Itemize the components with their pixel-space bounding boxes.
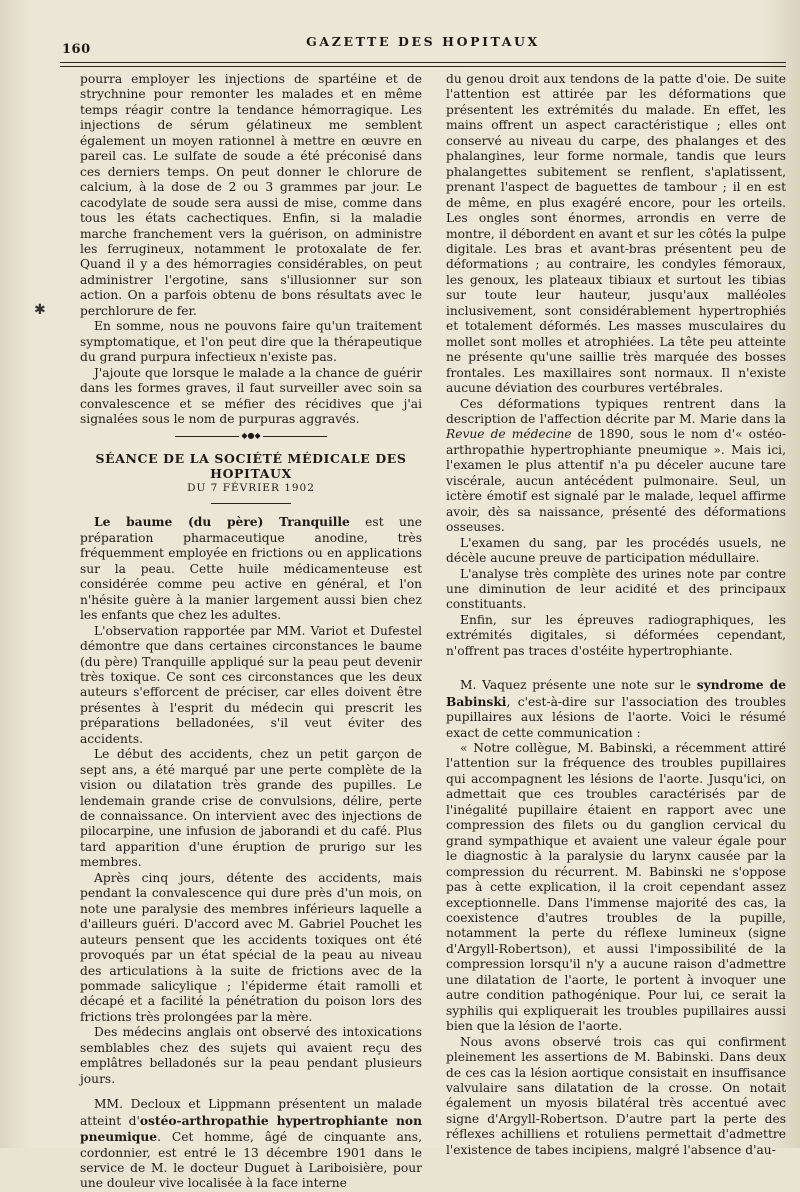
journal-title: GAZETTE DES HOPITAUX — [306, 34, 540, 49]
separator-ornament: ◆●◆ — [80, 431, 422, 441]
paragraph: Le début des accidents, chez un petit garçon de sept ans, a été marqué par une perte complète de la vision ou dilatation très grande des pupilles. Le lendemain grande crise de convulsions, délire, perte de connaissance. On intervient avec des injections de pilocarpine, une infusion de jaborandi et du café. Plus tard apparition d'une éruption de prurigo sur les membres. — [80, 747, 422, 870]
left-column — [80, 72, 422, 1191]
paragraph: L'observation rapportée par MM. Variot et Dufestel démontre que dans certaines circonstances le baume (du père) Tranquille appliqué sur la peau peut devenir très toxique. Ce sont ces circonstances que les deux auteurs s'efforcent de préciser, car elles doivent être présentes à l'esprit du médecin qui prescrit les préparations belladonées, s'il veut éviter des accidents. — [80, 623, 422, 746]
header-rule-double — [60, 66, 786, 67]
page-number: 160 — [62, 42, 91, 57]
paragraph: Le baume (du père) Tranquille est une préparation pharmaceutique anodine, très fréquemment employée en frictions ou en applications sur la peau. Cette huile médicamenteuse est considérée comme peu active en général, et l'on n'hésite guère à la manier largement aussi bien chez les enfants que chez les adultes. — [80, 514, 422, 623]
section-rule — [211, 503, 291, 504]
paragraph: Ces déformations typiques rentrent dans la description de l'affection décrite par M. Marie dans la Revue de médecine de 1890, sous le nom d'« ostéo-arthropathie hypertrophiante pneumique ». Mais ici, l'examen le plus attentif n'a pu déceler aucune tare viscérale, aucun antécédent pulmonaire. Seul, un ictère émotif est signalé par le malade, lequel affirme avoir, dès sa naissance, présenté des déformations osseuses. — [446, 396, 786, 535]
paragraph: En somme, nous ne pouvons faire qu'un traitement symptomatique, et l'on peut dire que la thérapeutique du grand purpura infectieux n'existe pas. — [80, 319, 422, 365]
paragraph: J'ajoute que lorsque le malade a la chance de guérir dans les formes graves, il faut surveiller avec soin sa convalescence et se méfier des récidives que j'ai signalées sous le nom de purpuras aggravés. — [80, 365, 422, 426]
page-header — [60, 32, 786, 58]
paragraph: du genou droit aux tendons de la patte d'oie. De suite l'attention est attirée par les déformations que présentent les extrémités du malade. En effet, les mains offrent un aspect caractéristique ; elles ont conservé au niveau du carpe, des phalanges et des phalangines, leur forme normale, tandis que leurs phalangettes subitement se renflent, s'aplatissent, prenant l'aspect de baguettes de tambour ; il en est de même, en plus exagéré encore, pour les orteils. Les ongles sont énormes, arrondis en verre de montre, il débordent en avant et sur les côtés la pulpe digitale. Les bras et avant-bras présentent peu de déformations ; au contraire, les condyles fémoraux, les genoux, les plateaux tibiaux et surtout les tibias sur toute leur hauteur, jusqu'aux malléoles inclusivement, sont considérablement hypertrophiés et totalement déformés. Les masses musculaires du mollet sont molles et atrophiées. La tête peu atteinte ne présente qu'une saillie très marquée des bosses frontales. Les maxillaires sont normaux. Il n'existe aucune déviation des courbures vertébrales. — [446, 72, 786, 396]
bold-term: Le baume (du père) Tranquille — [94, 514, 350, 530]
paragraph: « Notre collègue, M. Babinski, a récemment attiré l'attention sur la fréquence des troubles pupillaires qui accompagnent les lésions de l'aorte. Jusqu'ici, on admettait que ces troubles caractérisés par de l'inégalité pupillaire étaient en rapport avec une compression des filets ou du ganglion cervical du grand sympathique et avaient une valeur égale pour le diagnostic à la paralysie du larynx causée par la compression du récurrent. M. Babinski ne s'oppose pas à cette explication, il la croit cependant assez exceptionnelle. Dans l'immense majorité des cas, la coexistence d'autres troubles de la pupille, notamment la perte du réflexe lumineux (signe d'Argyll-Robertson), et aussi l'impossibilité de la compression lorsqu'il n'y a aucune raison d'admettre une dilatation de l'aorte, le portent à invoquer une autre condition pathogénique. Pour lui, ce serait la syphilis qui expliquerait les troubles pupillaires aussi bien que la lésion de l'aorte. — [446, 741, 786, 1034]
paragraph: pourra employer les injections de spartéine et de strychnine pour remonter les malades et en même temps réagir contre la tendance hémorragique. Les injections de sérum gélatineux me semblent également un moyen rationnel à mettre en œuvre en pareil cas. Le sulfate de soude a été préconisé dans ces derniers temps. On peut donner le chlorure de calcium, à la dose de 2 ou 3 grammes par jour. Le cacodylate de soude sera aussi de mise, comme dans tous les états cachectiques. Enfin, si la maladie marche franchement vers la guérison, on administre les ferrugineux, notamment le protoxalate de fer. Quand il y a des hémorragies considérables, on peut administrer l'ergotine, sans s'illusionner sur son action. On a parfois obtenu de bons résultats avec le perchlorure de fer. — [80, 72, 422, 318]
paragraph: MM. Decloux et Lippmann présentent un malade atteint d'ostéo-arthropathie hypertrophiante non pneumique. Cet homme, âgé de cinquante ans, cordonnier, est entré le 13 décembre 1901 dans le service de M. le docteur Duguet à Lariboisière, pour une douleur vive localisée à la face interne — [80, 1097, 422, 1191]
paragraph: Enfin, sur les épreuves radiographiques, les extrémités digitales, si déformées cependant, n'offrent pas traces d'ostéite hypertrophiante. — [446, 612, 786, 658]
paragraph: Des médecins anglais ont observé des intoxications semblables chez des sujets qui avaient reçu des emplâtres belladonés sur la peau pendant plusieurs jours. — [80, 1025, 422, 1086]
paragraph: Après cinq jours, détente des accidents, mais pendant la convalescence qui dure près d'un mois, on note une paralysie des membres inférieurs laquelle a d'ailleurs guéri. D'accord avec M. Gabriel Pouchet les auteurs pensent que les accidents toxiques ont été provoqués par un état spécial de la peau au niveau des articulations à la suite de frictions avec de la pommade salicylique ; l'épiderme était ramolli et décapé et a facilité la pénétration du poison lors des frictions très prolongées par la mère. — [80, 870, 422, 1024]
paragraph: Nous avons observé trois cas qui confirment pleinement les assertions de M. Babinski. Dans deux de ces cas la lésion aortique consistait en insuffisance valvulaire sans dilatation de la crosse. On notait également un myosis bilatéral très accentué avec signe d'Argyll-Robertson. D'autre part la perte des réflexes achilliens et rotuliens permettait d'admettre l'existence de tabes incipiens, malgré l'absence d'au- — [446, 1034, 786, 1157]
header-rule — [60, 62, 786, 63]
section-title: SÉANCE DE LA SOCIÉTÉ MÉDICALE DES HOPITAUX — [95, 451, 407, 482]
paragraph: L'analyse très complète des urines note par contre une diminution de leur acidité et des principaux constituants. — [446, 566, 786, 612]
bold-term: syndrome de Babinski — [446, 677, 786, 709]
bold-term: ostéo-arthropathie hypertrophiante non pneumique — [80, 1112, 422, 1145]
paragraph: L'examen du sang, par les procédés usuels, ne décèle aucune preuve de participation médullaire. — [446, 535, 786, 566]
italic-title: Revue de médecine — [446, 427, 572, 442]
paragraph: M. Vaquez présente une note sur le syndrome de Babinski, c'est-à-dire sur l'association des troubles pupillaires aux lésions de l'aorte. Voici le résumé exact de cette communication : — [446, 677, 786, 740]
margin-mark: ✱ — [34, 302, 46, 318]
section-date: DU 7 FÉVRIER 1902 — [187, 482, 315, 495]
right-column — [446, 72, 786, 1157]
